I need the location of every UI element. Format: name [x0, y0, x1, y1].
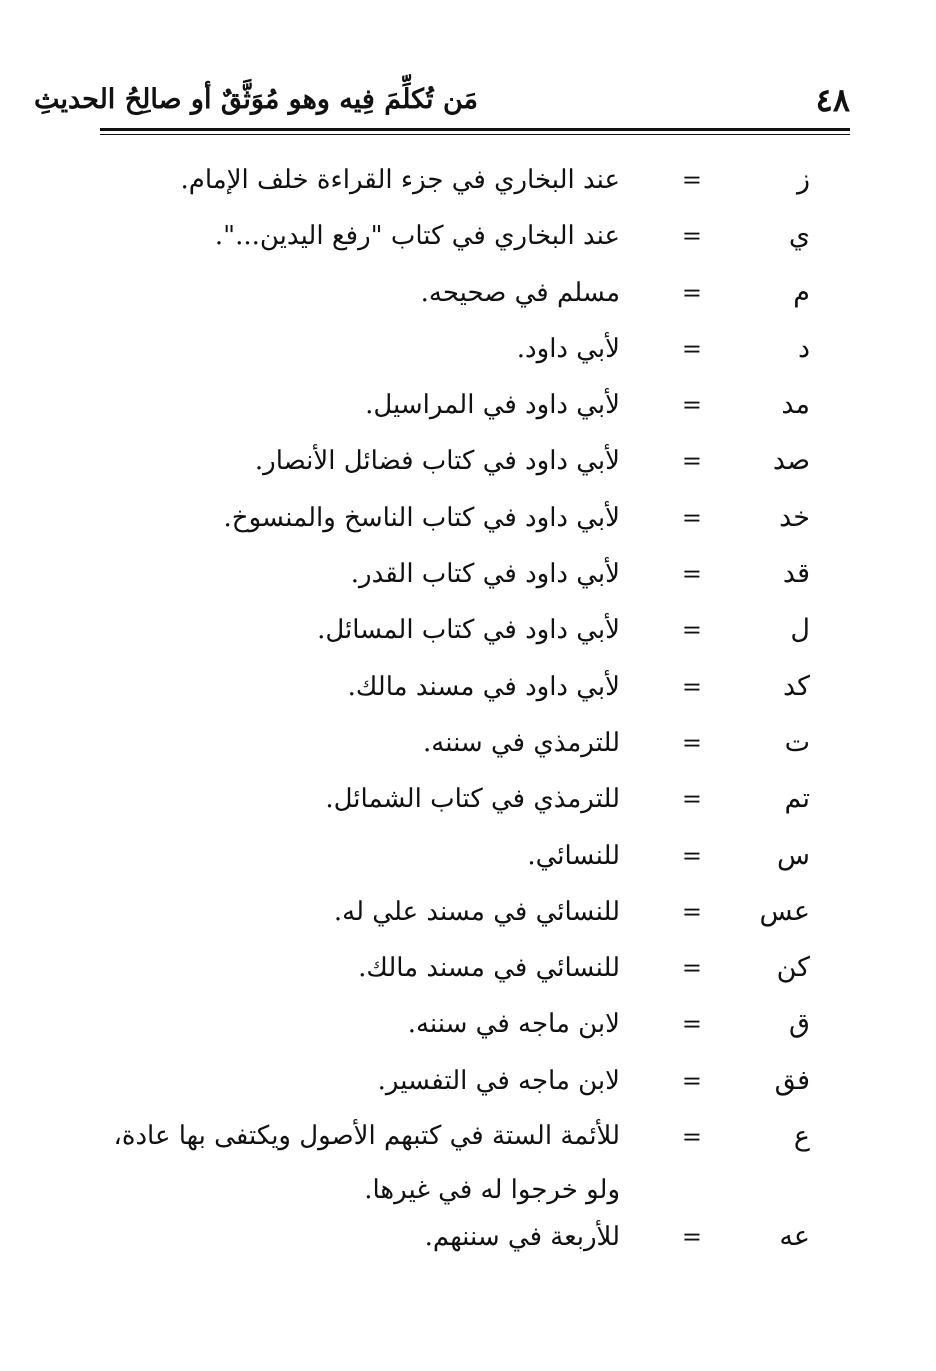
- header-rule-thin: [100, 134, 850, 135]
- abbreviation: قد: [782, 558, 810, 590]
- abbreviation: عه: [779, 1221, 810, 1253]
- abbreviation-meaning: لأبي داود.: [516, 333, 620, 364]
- abbreviation-list: [100, 152, 850, 1265]
- page-number: ٤٨: [815, 81, 850, 119]
- list-item: [100, 602, 850, 658]
- abbreviation: خد: [779, 501, 810, 533]
- list-item: [100, 940, 850, 996]
- abbreviation: صد: [772, 445, 810, 477]
- equals-sign: =: [681, 1010, 702, 1039]
- abbreviation-meaning: عند البخاري في كتاب "رفع اليدين...".: [214, 221, 620, 252]
- page-header: [33, 78, 850, 122]
- equals-sign: =: [681, 222, 702, 251]
- list-item: [100, 377, 850, 433]
- abbreviation-meaning: للنسائي في مسند مالك.: [358, 953, 620, 984]
- list-item: [100, 884, 850, 940]
- equals-sign: =: [681, 1223, 702, 1252]
- running-title: مَن تُكلِّمَ فِيه وهو مُوَثَّقٌ أو صالِحُ الحديثِ: [33, 84, 478, 115]
- equals-sign: =: [681, 166, 702, 194]
- abbreviation: كد: [782, 670, 810, 702]
- abbreviation-meaning: للنسائي.: [527, 840, 620, 871]
- list-item: [100, 546, 850, 602]
- equals-sign: =: [681, 616, 702, 645]
- list-item: [100, 433, 850, 489]
- equals-sign: =: [681, 785, 702, 814]
- list-item: [100, 1053, 850, 1109]
- abbreviation: ق: [789, 1008, 810, 1040]
- list-item: [100, 996, 850, 1052]
- equals-sign: =: [681, 1066, 702, 1095]
- abbreviation: ز: [796, 164, 810, 195]
- abbreviation-meaning: مسلم في صحيحه.: [420, 277, 620, 308]
- equals-sign: =: [681, 897, 702, 926]
- abbreviation: كن: [776, 952, 810, 984]
- abbreviation-meaning: للنسائي في مسند علي له.: [333, 896, 620, 927]
- header-rule-thick: [100, 128, 850, 131]
- list-item: [100, 265, 850, 321]
- abbreviation-meaning: للأربعة في سننهم.: [424, 1222, 620, 1253]
- equals-sign: =: [681, 954, 702, 983]
- abbreviation: عس: [759, 895, 810, 927]
- abbreviation-meaning: لابن ماجه في التفسير.: [377, 1065, 620, 1096]
- list-item: [100, 1209, 850, 1265]
- abbreviation: مد: [781, 389, 810, 421]
- abbreviation-meaning: لأبي داود في كتاب المسائل.: [317, 615, 620, 646]
- list-item: [100, 659, 850, 715]
- list-item: [100, 152, 850, 208]
- abbreviation-meaning: للترمذي في سننه.: [423, 727, 620, 758]
- equals-sign: =: [681, 728, 702, 757]
- abbreviation-meaning: لأبي داود في كتاب الناسخ والمنسوخ.: [223, 502, 620, 533]
- equals-sign: =: [681, 447, 702, 476]
- abbreviation-meaning: لأبي داود في كتاب فضائل الأنصار.: [254, 446, 620, 477]
- list-item: [100, 321, 850, 377]
- list-item: [100, 208, 850, 264]
- equals-sign: =: [681, 672, 702, 701]
- equals-sign: =: [681, 841, 702, 870]
- abbreviation: ي: [788, 220, 810, 252]
- list-item: [100, 828, 850, 884]
- abbreviation: تم: [784, 783, 810, 815]
- abbreviation: د: [797, 332, 810, 364]
- equals-sign: =: [681, 503, 702, 532]
- equals-sign: =: [681, 560, 702, 589]
- abbreviation: ل: [790, 614, 810, 646]
- equals-sign: =: [681, 334, 702, 363]
- abbreviation: م: [793, 276, 810, 308]
- abbreviation: فق: [774, 1064, 810, 1096]
- equals-sign: =: [681, 391, 702, 420]
- abbreviation-meaning: عند البخاري في جزء القراءة خلف الإمام.: [180, 165, 620, 195]
- list-item: [100, 771, 850, 827]
- equals-sign: =: [681, 1123, 702, 1152]
- abbreviation-meaning: للأئمة الستة في كتبهم الأصول ويكتفى بها عادة، ولو خرجوا له في غيرها.: [113, 1121, 620, 1206]
- list-item: [100, 1109, 850, 1209]
- abbreviation-meaning: لابن ماجه في سننه.: [407, 1009, 620, 1040]
- abbreviation-meaning: للترمذي في كتاب الشمائل.: [325, 784, 620, 815]
- abbreviation-meaning: لأبي داود في كتاب القدر.: [350, 559, 620, 590]
- equals-sign: =: [681, 278, 702, 307]
- abbreviation: ت: [784, 726, 810, 758]
- abbreviation: ع: [793, 1121, 810, 1153]
- abbreviation-meaning: لأبي داود في مسند مالك.: [347, 671, 620, 702]
- list-item: [100, 715, 850, 771]
- list-item: [100, 490, 850, 546]
- abbreviation: س: [777, 839, 810, 871]
- abbreviation-meaning: لأبي داود في المراسيل.: [365, 390, 620, 421]
